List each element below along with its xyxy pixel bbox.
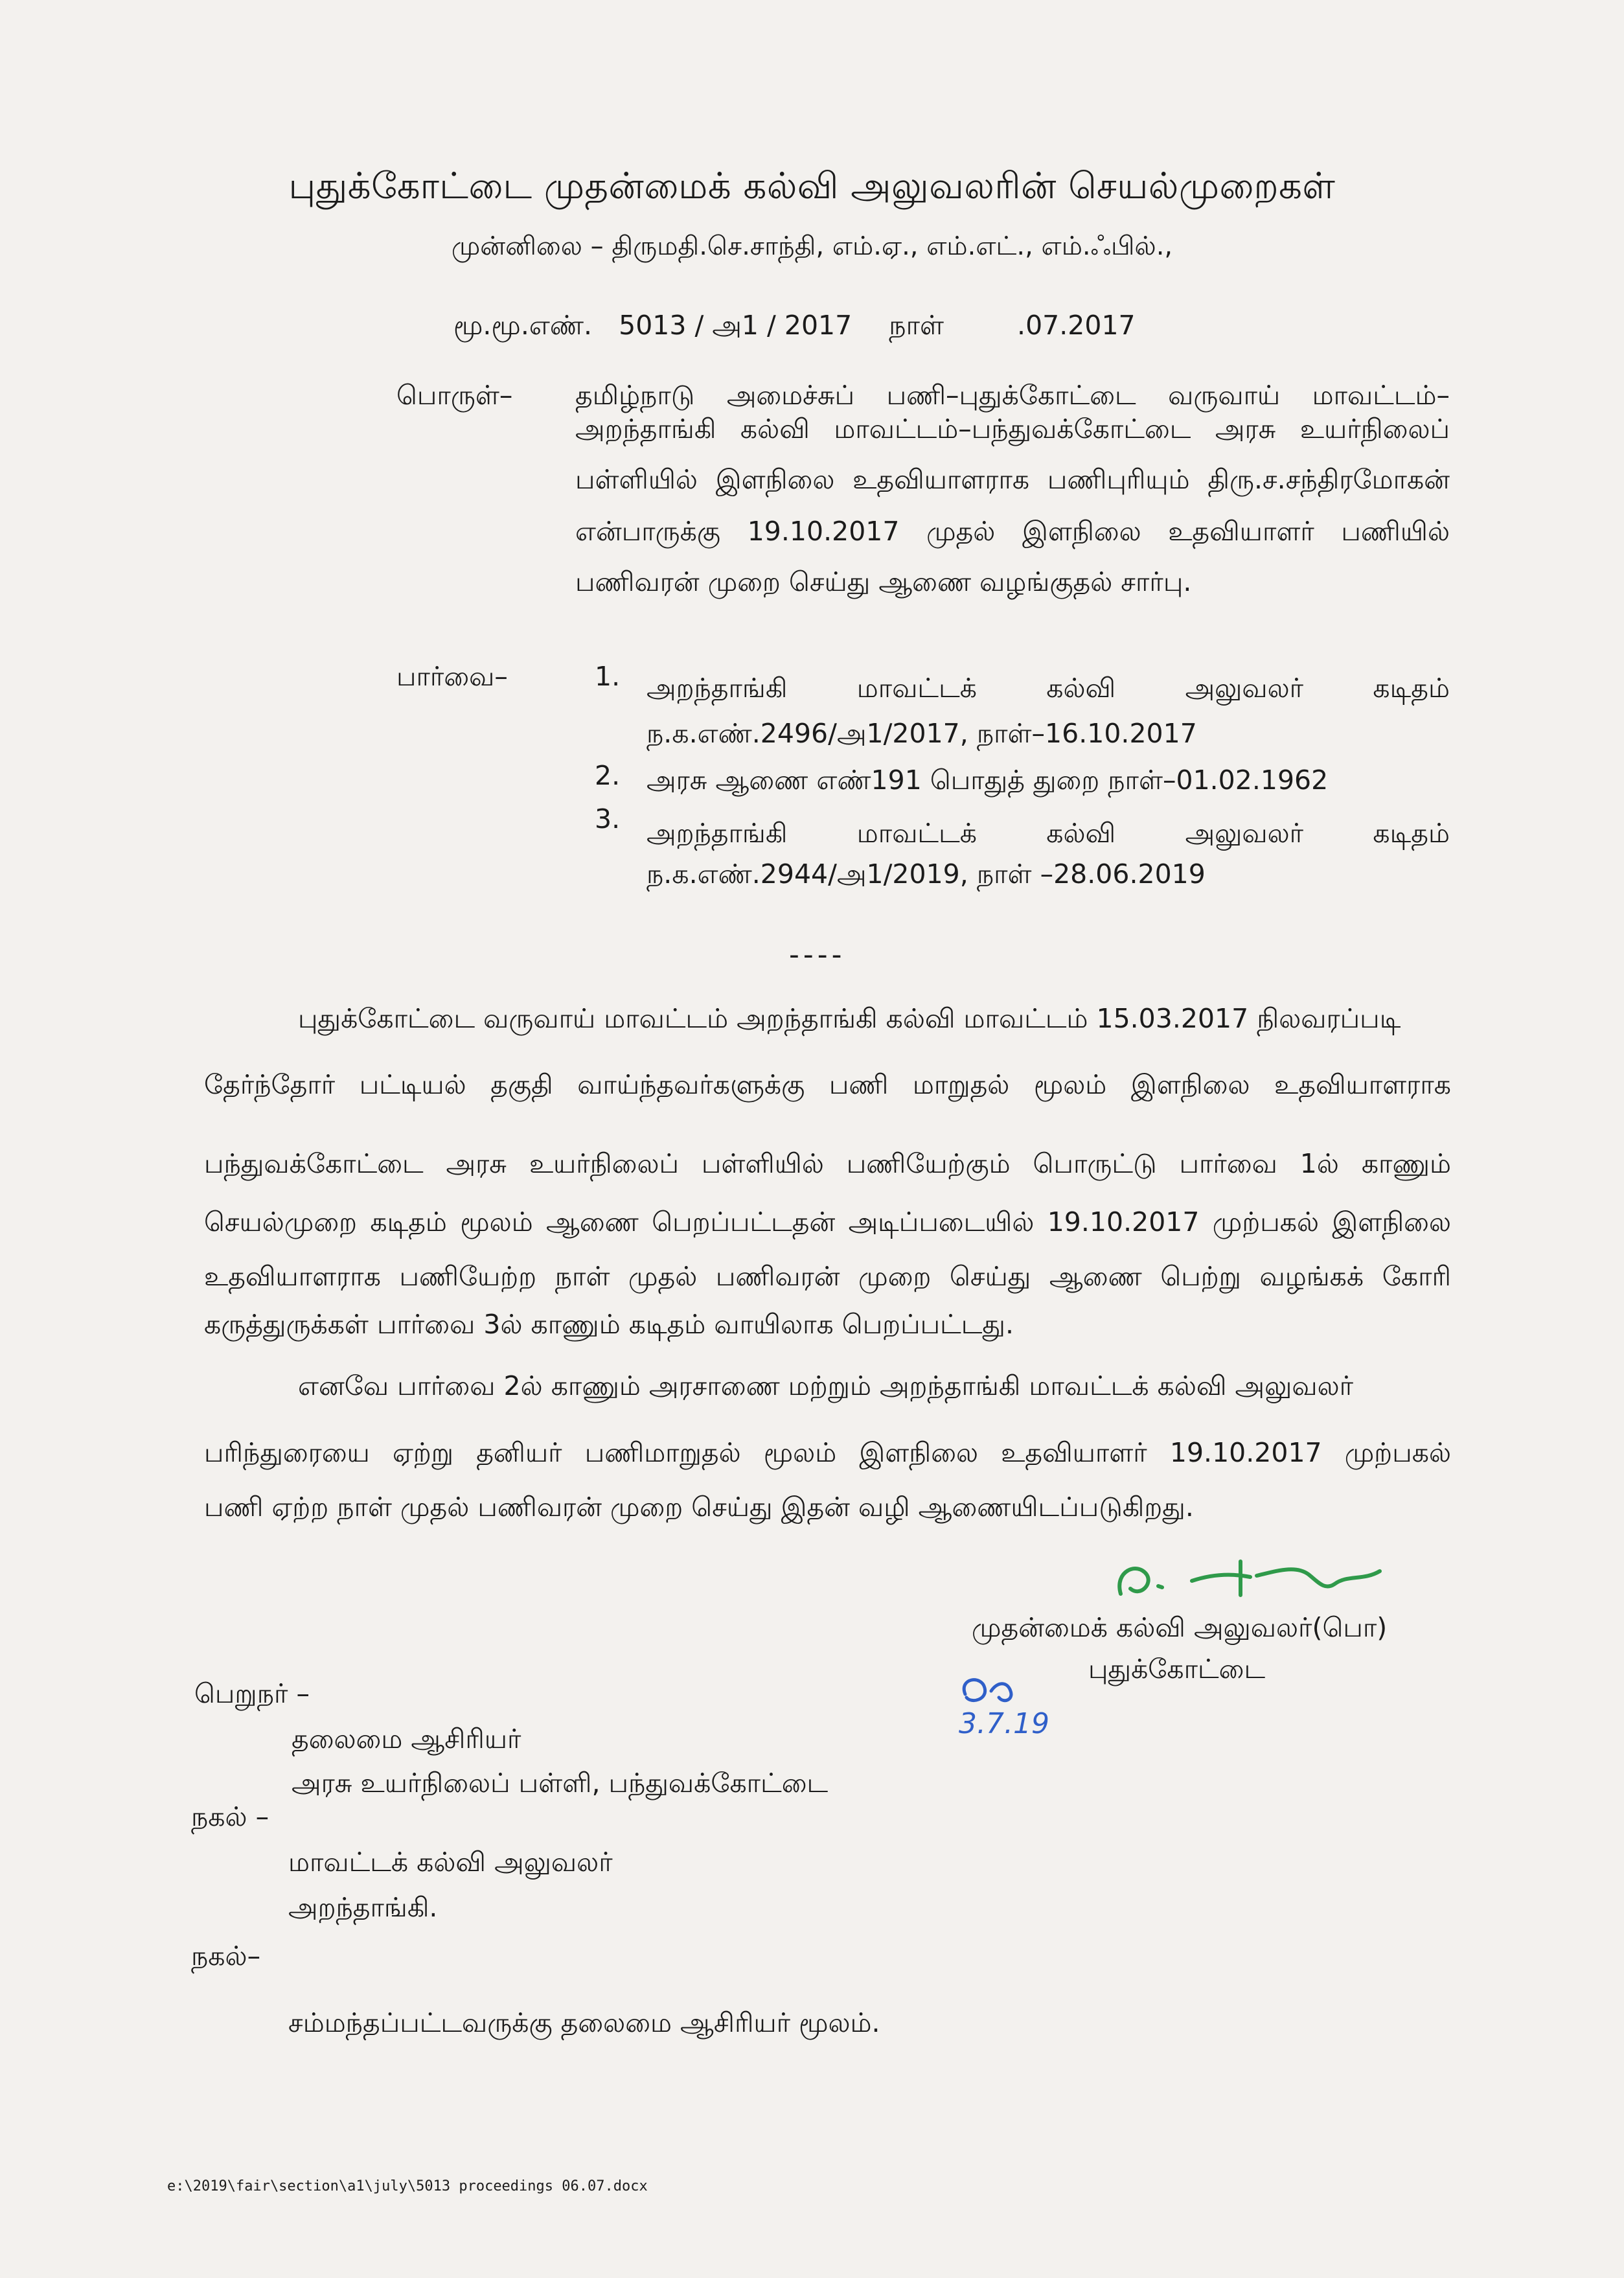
recipient-line: தலைமை ஆசிரியர் <box>292 1723 521 1755</box>
signature-mark <box>1101 1536 1399 1616</box>
body-paragraph-line: பந்துவக்கோட்டை அரசு உயர்நிலைப் பள்ளியில் பணியேற்கும் பொருட்டு பார்வை 1ல் காணும் <box>204 1148 1451 1179</box>
signatory-designation: முதன்மைக் கல்வி அலுவலர்(பொ) <box>972 1612 1388 1643</box>
reference-item-line: அரசு ஆணை எண்191 பொதுத் துறை நாள்–01.02.1962 <box>646 765 1329 796</box>
body-paragraph-line: எனவே பார்வை 2ல் காணும் அரசாணை மற்றும் அறந்தாங்கி மாவட்டக் கல்வி அலுவலர் <box>298 1370 1354 1401</box>
copy-label: நகல் – <box>191 1801 269 1832</box>
subject-line: பள்ளியில் இளநிலை உதவியாளராக பணிபுரியும் திரு.ச.சந்திரமோகன் <box>575 464 1450 495</box>
copy-recipient-line: மாவட்டக் கல்வி அலுவலர் <box>288 1847 613 1878</box>
reference-item-line: ந.க.எண்.2944/அ1/2019, நாள் –28.06.2019 <box>646 858 1206 890</box>
reference-item-line: ந.க.எண்.2496/அ1/2017, நாள்–16.10.2017 <box>646 718 1197 749</box>
reference-item-line: அறந்தாங்கி மாவட்டக் கல்வி அலுவலர் கடிதம் <box>646 818 1450 849</box>
recipient-label: பெறுநர் – <box>194 1678 310 1709</box>
subject-line: தமிழ்நாடு அமைச்சுப் பணி–புதுக்கோட்டை வருவாய் மாவட்டம்– <box>575 380 1450 411</box>
body-paragraph-line: கருத்துருக்கள் பார்வை 3ல் காணும் கடிதம் வாயிலாக பெறப்பட்டது. <box>204 1309 1014 1340</box>
reference-item-number: 3. <box>595 803 621 834</box>
handwritten-date: 3.7.19 <box>959 1707 1049 1740</box>
subject-line: பணிவரன் முறை செய்து ஆணை வழங்குதல் சார்பு. <box>575 566 1192 597</box>
body-paragraph-line: தேர்ந்தோர் பட்டியல் தகுதி வாய்ந்தவர்களுக்கு பணி மாறுதல் மூலம் இளநிலை உதவியாளராக <box>204 1069 1451 1100</box>
subject-label: பொருள்– <box>396 380 513 411</box>
page-title: புதுக்கோட்டை முதன்மைக் கல்வி அலுவலரின் செயல்முறைகள் <box>288 165 1336 207</box>
reference-number-label: மூ.மூ.எண். <box>453 310 593 341</box>
body-paragraph-line: செயல்முறை கடிதம் மூலம் ஆணை பெறப்பட்டதன் அடிப்படையில் 19.10.2017 முற்பகல் இளநிலை <box>204 1206 1451 1237</box>
signatory-place: புதுக்கோட்டை <box>1088 1653 1266 1685</box>
reference-number: 5013 / அ1 / 2017 <box>619 310 852 341</box>
file-path-footer: e:\2019\fair\section\a1\july\5013 proceedings 06.07.docx <box>167 2178 648 2194</box>
body-paragraph-line: பரிந்துரையை ஏற்று தனியர் பணிமாறுதல் மூலம் இளநிலை உதவியாளர் 19.10.2017 முற்பகல் <box>204 1437 1451 1468</box>
subject-line: அறந்தாங்கி கல்வி மாவட்டம்–பந்துவக்கோட்டை அரசு உயர்நிலைப் <box>575 413 1450 444</box>
subject-line: என்பாருக்கு 19.10.2017 முதல் இளநிலை உதவியாளர் பணியில் <box>575 516 1450 547</box>
presiding-officer: முன்னிலை – திருமதி.செ.சாந்தி, எம்.ஏ., எம்.எட்., எம்.ஃபில்., <box>451 231 1173 261</box>
section-separator: ---- <box>789 938 846 971</box>
copy-label: நகல்– <box>191 1940 261 1972</box>
copy-recipient-line: சம்மந்தப்பட்டவருக்கு தலைமை ஆசிரியர் மூலம். <box>288 2007 880 2038</box>
body-paragraph-line: பணி ஏற்ற நாள் முதல் பணிவரன் முறை செய்து இதன் வழி ஆணையிடப்படுகிறது. <box>204 1491 1194 1523</box>
recipient-line: அரசு உயர்நிலைப் பள்ளி, பந்துவக்கோட்டை <box>292 1767 829 1799</box>
reference-item-number: 2. <box>595 760 621 791</box>
reference-date: .07.2017 <box>1017 310 1136 341</box>
reference-item-line: அறந்தாங்கி மாவட்டக் கல்வி அலுவலர் கடிதம் <box>646 673 1450 704</box>
reference-date-label: நாள் <box>889 310 944 341</box>
references-label: பார்வை– <box>396 661 508 692</box>
handwritten-date-note <box>952 1668 1082 1742</box>
reference-number-line <box>453 310 1136 345</box>
copy-recipient-line: அறந்தாங்கி. <box>288 1892 438 1923</box>
body-paragraph-line: உதவியாளராக பணியேற்ற நாள் முதல் பணிவரன் முறை செய்து ஆணை பெற்று வழங்கக் கோரி <box>204 1261 1451 1292</box>
body-paragraph-line: புதுக்கோட்டை வருவாய் மாவட்டம் அறந்தாங்கி கல்வி மாவட்டம் 15.03.2017 நிலவரப்படி <box>298 1003 1401 1034</box>
reference-item-number: 1. <box>595 661 621 692</box>
